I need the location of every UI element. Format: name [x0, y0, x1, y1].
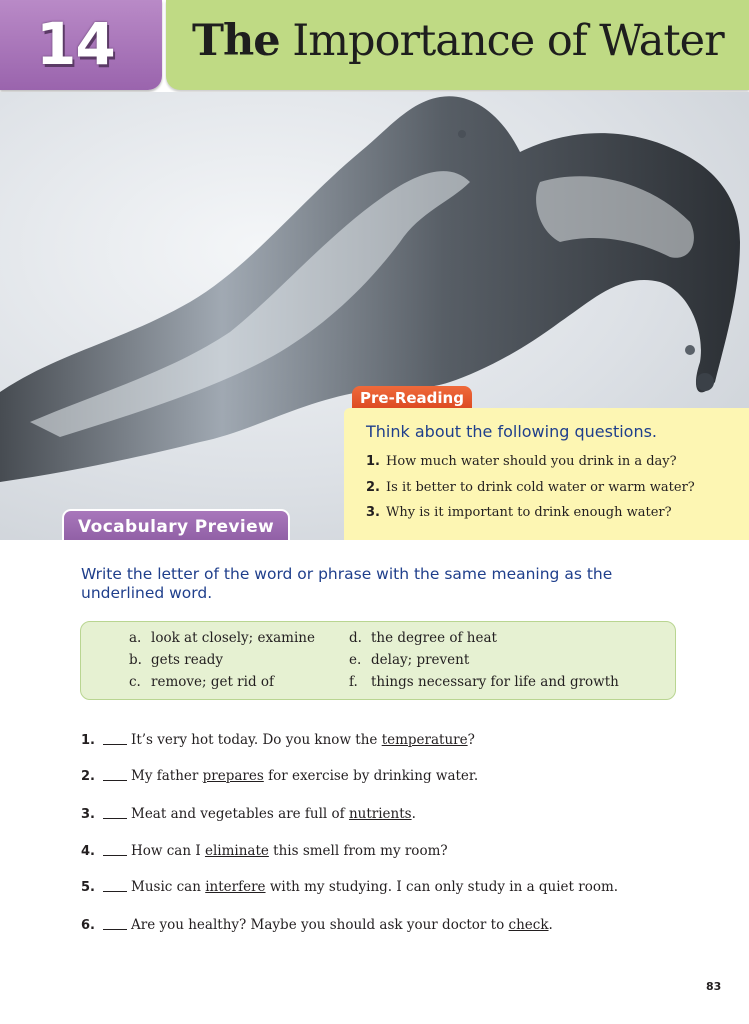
question-text: Music can	[131, 879, 206, 895]
question-text: Are you healthy? Maybe you should ask your doctor to	[131, 917, 509, 933]
underlined-word: temperature	[381, 732, 468, 748]
word-bank	[80, 621, 676, 700]
question-text: with my studying. I can only study in a quiet room.	[265, 879, 619, 895]
option-letter: d.	[349, 630, 362, 646]
question-number: 2.	[366, 480, 380, 495]
title-bold-word: The	[192, 16, 280, 66]
answer-blank[interactable]	[103, 818, 127, 819]
vocab-question	[81, 917, 553, 933]
question-number: 2.	[81, 769, 95, 784]
title-rest: Importance of Water	[279, 16, 724, 66]
question-text: How much water should you drink in a day?	[386, 454, 677, 469]
unit-number: 14	[36, 10, 115, 78]
underlined-word: check	[508, 917, 549, 933]
pre-reading-question	[366, 480, 695, 495]
question-number: 4.	[81, 844, 95, 859]
vocab-question	[81, 843, 448, 859]
underlined-word: nutrients	[348, 806, 412, 822]
vocab-question	[81, 768, 478, 784]
water-drop	[458, 130, 466, 138]
option-letter: e.	[349, 652, 362, 668]
question-number: 5.	[81, 880, 95, 895]
word-bank-option	[349, 674, 619, 690]
question-number: 6.	[81, 918, 95, 933]
pre-reading-tab: Pre-Reading	[352, 386, 472, 414]
section-divider	[62, 540, 749, 543]
vocabulary-instructions: Write the letter of the word or phrase with the same meaning as the underlined word.	[81, 565, 613, 602]
question-text: Why is it important to drink enough water?	[386, 505, 672, 520]
answer-blank[interactable]	[103, 929, 127, 930]
vocab-question	[81, 806, 416, 822]
question-number: 3.	[81, 807, 95, 822]
answer-blank[interactable]	[103, 891, 127, 892]
word-bank-option	[129, 630, 315, 646]
question-number: 1.	[366, 454, 380, 469]
option-letter: f.	[349, 674, 358, 690]
underlined-word: eliminate	[204, 843, 269, 859]
unit-number-tab	[0, 0, 162, 90]
option-letter: c.	[129, 674, 141, 690]
question-text: It’s very hot today. Do you know the	[131, 732, 382, 748]
option-text: remove; get rid of	[151, 674, 275, 690]
vocab-question	[81, 732, 475, 748]
pre-reading-question	[366, 505, 672, 520]
question-text: .	[411, 806, 416, 822]
word-bank-option	[129, 652, 223, 668]
option-text: gets ready	[151, 652, 224, 668]
pre-reading-box	[344, 408, 749, 540]
word-bank-option	[129, 674, 274, 690]
question-text: for exercise by drinking water.	[263, 768, 479, 784]
answer-blank[interactable]	[103, 744, 127, 745]
page-title	[192, 16, 724, 66]
option-letter: a.	[129, 630, 142, 646]
underlined-word: prepares	[202, 768, 264, 784]
option-text: the degree of heat	[371, 630, 497, 646]
question-text: Is it better to drink cold water or warm water?	[386, 480, 695, 495]
page-number: 83	[706, 980, 722, 993]
question-text: Meat and vegetables are full of	[131, 806, 349, 822]
question-number: 3.	[366, 505, 380, 520]
water-drop	[685, 345, 695, 355]
answer-blank[interactable]	[103, 780, 127, 781]
pre-reading-heading: Think about the following questions.	[366, 422, 658, 441]
word-bank-option	[349, 630, 497, 646]
title-bar	[166, 0, 749, 90]
vocabulary-preview-tab: Vocabulary Preview	[62, 509, 290, 543]
word-bank-option	[349, 652, 469, 668]
question-text: .	[548, 917, 553, 933]
answer-blank[interactable]	[103, 855, 127, 856]
option-letter: b.	[129, 652, 142, 668]
water-drop	[696, 373, 714, 391]
question-text: ?	[467, 732, 475, 748]
pre-reading-question	[366, 454, 677, 469]
vocab-question	[81, 879, 618, 895]
question-number: 1.	[81, 733, 95, 748]
option-text: delay; prevent	[371, 652, 470, 668]
question-text: this smell from my room?	[268, 843, 448, 859]
option-text: things necessary for life and growth	[371, 674, 619, 690]
option-text: look at closely; examine	[151, 630, 315, 646]
question-text: My father	[131, 768, 203, 784]
question-text: How can I	[131, 843, 205, 859]
underlined-word: interfere	[205, 879, 266, 895]
